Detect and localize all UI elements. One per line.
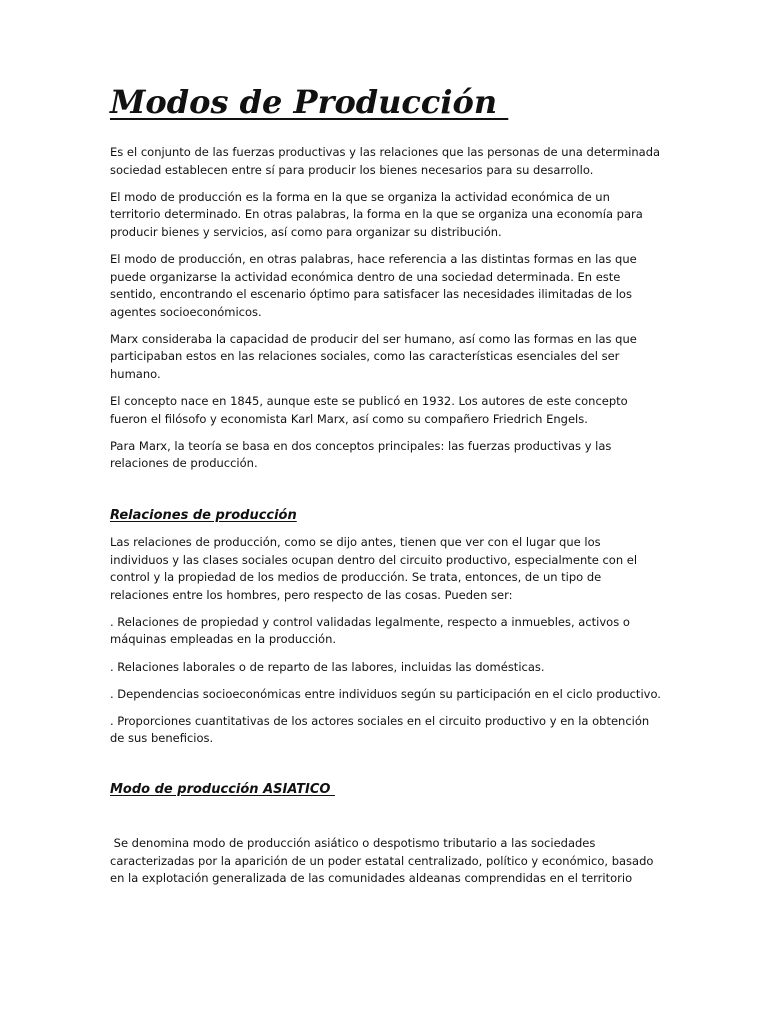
- relaciones-intro-paragraph: Las relaciones de producción, como se dijo antes, tienen que ver con el lugar que los individuos y las clases sociales ocupan dentro del circuito productivo, especialmente con el control y la propiedad de los medios de producción. Se trata, entonces, de un tipo de relaciones entre los hombres, pero respecto de las cosas. Pueden ser:: [110, 535, 638, 602]
- section-heading-asiatico: Modo de producción ASIATICO: [110, 781, 335, 797]
- intro-paragraph-4: Marx consideraba la capacidad de producir del ser humano, así como las formas en las que participaban estos en las relaciones sociales, como las características esenciales del ser humano.: [110, 331, 637, 382]
- relaciones-list-item: . Relaciones laborales o de reparto de las labores, incluidas las domésticas.: [110, 659, 545, 674]
- asiatico-paragraph: Se denomina modo de producción asiático o despotismo tributario a las sociedades caracterizadas por la aparición de un poder estatal centralizado, político y económico, basado en la explotación generalizada de las comunidades aldeanas comprendidas en el territorio: [110, 835, 658, 886]
- intro-paragraph-6: Para Marx, la teoría se basa en dos conceptos principales: las fuerzas productivas y las relaciones de producción.: [110, 438, 612, 471]
- intro-paragraph-3: El modo de producción, en otras palabras, hace referencia a las distintas formas en las que puede organizarse la actividad económica dentro de una sociedad determinada. En este sentido, encontrando el escenario óptimo para satisfacer las necesidades ilimitadas de los agentes socioeconómicos.: [110, 251, 637, 319]
- section-heading-relaciones: Relaciones de producción: [110, 508, 297, 523]
- intro-paragraph-5: El concepto nace en 1845, aunque este se publicó en 1932. Los autores de este concepto fueron el filósofo y economista Karl Marx, así como su compañero Friedrich Engels.: [110, 394, 628, 426]
- document-title: Modos de Producción: [110, 83, 509, 121]
- document-page: [110, 82, 662, 897]
- relaciones-list-item: . Dependencias socioeconómicas entre individuos según su participación en el ciclo productivo.: [110, 686, 661, 701]
- intro-paragraph-1: Es el conjunto de las fuerzas productivas y las relaciones que las personas de una determinada sociedad establecen entre sí para producir los bienes necesarios para su desarrollo.: [110, 145, 661, 177]
- relaciones-list-item: . Relaciones de propiedad y control validadas legalmente, respecto a inmuebles, activos o máquinas empleadas en la producción.: [110, 614, 630, 647]
- intro-paragraph-2: El modo de producción es la forma en la que se organiza la actividad económica de un territorio determinado. En otras palabras, la forma en la que se organiza una economía para producir bienes y servicios, así como para organizar su distribución.: [110, 189, 643, 239]
- relaciones-list-item: . Proporciones cuantitativas de los actores sociales en el circuito productivo y en la obtención de sus beneficios.: [110, 713, 650, 746]
